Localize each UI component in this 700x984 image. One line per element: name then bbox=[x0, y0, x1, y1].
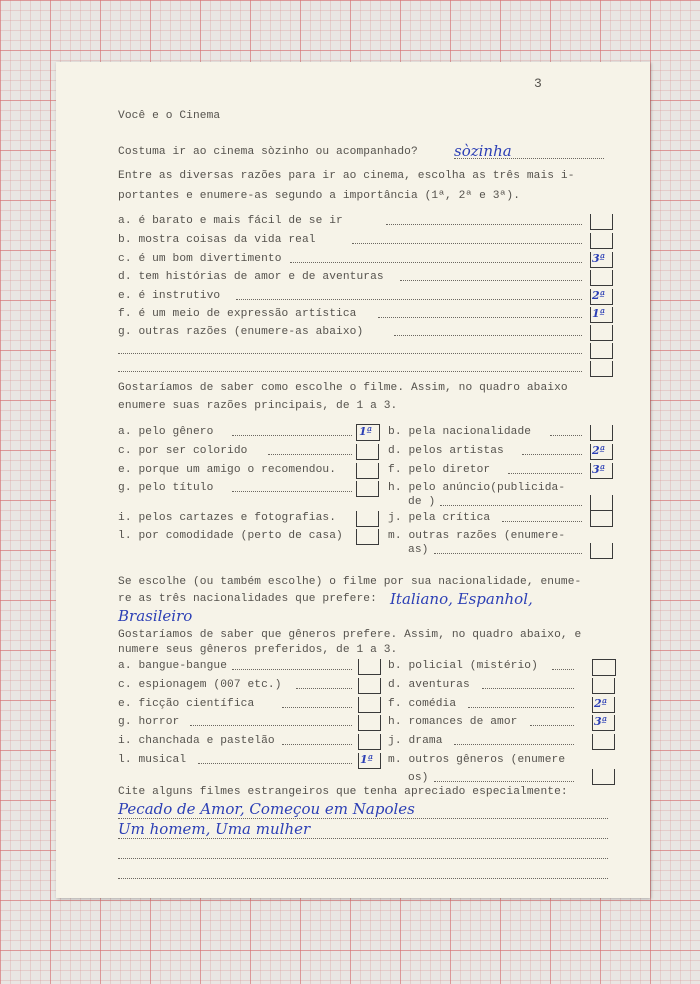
q5-item-f: f. comédia bbox=[388, 698, 457, 710]
q5-box-c[interactable] bbox=[358, 678, 381, 694]
leader-dots bbox=[550, 431, 582, 436]
answer-line[interactable] bbox=[118, 874, 608, 879]
q3-box-i[interactable] bbox=[356, 511, 379, 527]
q3-box-f[interactable]: 3ª bbox=[590, 463, 613, 479]
q3-item-m: m. outras razões (enumere- bbox=[388, 530, 566, 542]
q5-item-j: j. drama bbox=[388, 735, 443, 747]
leader-dots bbox=[400, 276, 582, 281]
leader-dots bbox=[232, 431, 352, 436]
q3-box-g[interactable] bbox=[356, 481, 379, 497]
q2-item-d: d. tem histórias de amor e de aventuras bbox=[118, 271, 384, 283]
q5-box-j[interactable] bbox=[592, 734, 615, 750]
leader-dots bbox=[296, 684, 352, 689]
leader-dots bbox=[530, 721, 574, 726]
q3-item-j: j. pela crítica bbox=[388, 512, 491, 524]
q5-item-h: h. romances de amor bbox=[388, 716, 518, 728]
q2-item-c: c. é um bom divertimento bbox=[118, 253, 282, 265]
q5-box-b[interactable] bbox=[592, 659, 616, 676]
q5-item-b: b. policial (mistério) bbox=[388, 660, 538, 672]
q2-box-blank-2[interactable] bbox=[590, 361, 613, 377]
q3-intro-1: Gostaríamos de saber como escolhe o filme. Assim, no quadro abaixo bbox=[118, 382, 568, 394]
q5-box-f[interactable]: 2ª bbox=[592, 697, 615, 713]
q4-line-2: re as três nacionalidades que prefere: bbox=[118, 593, 377, 605]
leader-dots bbox=[232, 487, 352, 492]
q3-item-g: g. pelo título bbox=[118, 482, 214, 494]
q5-box-g[interactable] bbox=[358, 715, 381, 731]
q6-question: Cite alguns filmes estrangeiros que tenha apreciado especialmente: bbox=[118, 786, 568, 798]
q5-item-g: g. horror bbox=[118, 716, 180, 728]
q3-box-b[interactable] bbox=[590, 425, 613, 441]
leader-dots bbox=[190, 721, 352, 726]
q4-line-1: Se escolhe (ou também escolhe) o filme por sua nacionalidade, enume- bbox=[118, 576, 582, 588]
q5-item-d: d. aventuras bbox=[388, 679, 470, 691]
q5-box-m[interactable] bbox=[592, 769, 615, 785]
leader-dots bbox=[282, 703, 352, 708]
leader-dots bbox=[440, 501, 582, 506]
q3-intro-2: enumere suas razões principais, de 1 a 3. bbox=[118, 400, 398, 412]
q5-box-i[interactable] bbox=[358, 734, 381, 750]
q5-item-i: i. chanchada e pastelão bbox=[118, 735, 275, 747]
answer-line bbox=[118, 814, 608, 819]
q2-item-g: g. outras razões (enumere-as abaixo) bbox=[118, 326, 364, 338]
leader-dots bbox=[352, 239, 582, 244]
q2-box-b[interactable] bbox=[590, 233, 613, 249]
leader-dots bbox=[236, 295, 582, 300]
q2-item-f: f. é um meio de expressão artística bbox=[118, 308, 357, 320]
leader-dots bbox=[522, 450, 582, 455]
q5-item-e: e. ficção científica bbox=[118, 698, 255, 710]
q5-box-h[interactable]: 3ª bbox=[592, 715, 615, 731]
q3-item-h-cont: de ) bbox=[408, 496, 436, 508]
q3-item-a: a. pelo gênero bbox=[118, 426, 214, 438]
q3-item-i: i. pelos cartazes e fotografias. bbox=[118, 512, 337, 524]
leader-dots bbox=[482, 684, 574, 689]
q2-box-e[interactable]: 2ª bbox=[590, 289, 613, 305]
q5-box-a[interactable] bbox=[358, 659, 381, 675]
q2-intro-2: portantes e enumere-as segundo a importância (1ª, 2ª e 3ª). bbox=[118, 190, 521, 202]
leader-dots bbox=[552, 665, 574, 670]
q3-box-a[interactable]: 1ª bbox=[356, 424, 380, 441]
q5-box-d[interactable] bbox=[592, 678, 615, 694]
leader-dots bbox=[454, 740, 574, 745]
q5-intro-2: numere seus gêneros preferidos, de 1 a 3. bbox=[118, 644, 398, 656]
leader-dots bbox=[394, 331, 582, 336]
q2-box-blank-1[interactable] bbox=[590, 343, 613, 359]
blank-line[interactable] bbox=[118, 367, 582, 372]
leader-dots bbox=[232, 665, 352, 670]
q5-box-e[interactable] bbox=[358, 697, 381, 713]
q6-answer-2: Um homem, Uma mulher bbox=[118, 820, 311, 838]
q3-item-h: h. pelo anúncio(publicida- bbox=[388, 482, 566, 494]
answer-line[interactable] bbox=[118, 854, 608, 859]
leader-dots bbox=[468, 703, 574, 708]
q4-answer-1: Italiano, Espanhol, bbox=[390, 590, 533, 608]
leader-dots bbox=[386, 220, 582, 225]
q2-box-d[interactable] bbox=[590, 270, 613, 286]
q3-box-m[interactable] bbox=[590, 543, 613, 559]
page-number: 3 bbox=[534, 76, 542, 91]
q1-answer-line bbox=[454, 154, 604, 159]
answer-line bbox=[118, 834, 608, 839]
q3-item-b: b. pela nacionalidade bbox=[388, 426, 532, 438]
leader-dots bbox=[378, 313, 582, 318]
q1-question: Costuma ir ao cinema sòzinho ou acompanhado? bbox=[118, 146, 418, 158]
leader-dots bbox=[282, 740, 352, 745]
q5-item-c: c. espionagem (007 etc.) bbox=[118, 679, 282, 691]
q3-box-c[interactable] bbox=[356, 444, 379, 460]
q2-intro-1: Entre as diversas razões para ir ao cinema, escolha as três mais i- bbox=[118, 170, 575, 182]
q2-box-f[interactable]: 1ª bbox=[590, 307, 613, 323]
q3-item-l: l. por comodidade (perto de casa) bbox=[118, 530, 343, 542]
leader-dots bbox=[290, 258, 582, 263]
q3-item-m-cont: as) bbox=[408, 544, 429, 556]
q3-item-d: d. pelos artistas bbox=[388, 445, 504, 457]
q5-intro-1: Gostaríamos de saber que gêneros prefere. Assim, no quadro abaixo, e bbox=[118, 629, 582, 641]
q5-item-l: l. musical bbox=[118, 754, 187, 766]
q4-answer-2: Brasileiro bbox=[118, 607, 193, 625]
q2-item-a: a. é barato e mais fácil de se ir bbox=[118, 215, 343, 227]
q1-answer: sòzinha bbox=[454, 142, 512, 160]
leader-dots bbox=[502, 517, 582, 522]
section-title: Você e o Cinema bbox=[118, 110, 221, 122]
q3-item-c: c. por ser colorido bbox=[118, 445, 248, 457]
q2-item-b: b. mostra coisas da vida real bbox=[118, 234, 316, 246]
q3-item-e: e. porque um amigo o recomendou. bbox=[118, 464, 337, 476]
q5-item-m: m. outros gêneros (enumere bbox=[388, 754, 566, 766]
q2-box-a[interactable] bbox=[590, 214, 613, 230]
q3-box-j[interactable] bbox=[590, 511, 613, 527]
leader-dots bbox=[268, 450, 352, 455]
questionnaire-page bbox=[56, 62, 650, 898]
q2-item-e: e. é instrutivo bbox=[118, 290, 221, 302]
blank-line[interactable] bbox=[118, 349, 582, 354]
q5-item-a: a. bangue-bangue bbox=[118, 660, 228, 672]
leader-dots bbox=[508, 469, 582, 474]
leader-dots bbox=[198, 759, 352, 764]
q3-box-e[interactable] bbox=[356, 463, 379, 479]
leader-dots bbox=[434, 549, 582, 554]
q5-box-l[interactable]: 1ª bbox=[358, 753, 381, 769]
q2-box-g[interactable] bbox=[590, 325, 613, 341]
q3-item-f: f. pelo diretor bbox=[388, 464, 491, 476]
leader-dots bbox=[434, 777, 574, 782]
q5-item-m-cont: os) bbox=[408, 772, 429, 784]
q2-box-c[interactable]: 3ª bbox=[590, 252, 613, 268]
q3-box-d[interactable]: 2ª bbox=[590, 444, 613, 460]
q3-box-h[interactable] bbox=[590, 495, 613, 511]
q6-answer-1: Pecado de Amor, Começou em Napoles bbox=[118, 800, 415, 818]
q3-box-l[interactable] bbox=[356, 529, 379, 545]
